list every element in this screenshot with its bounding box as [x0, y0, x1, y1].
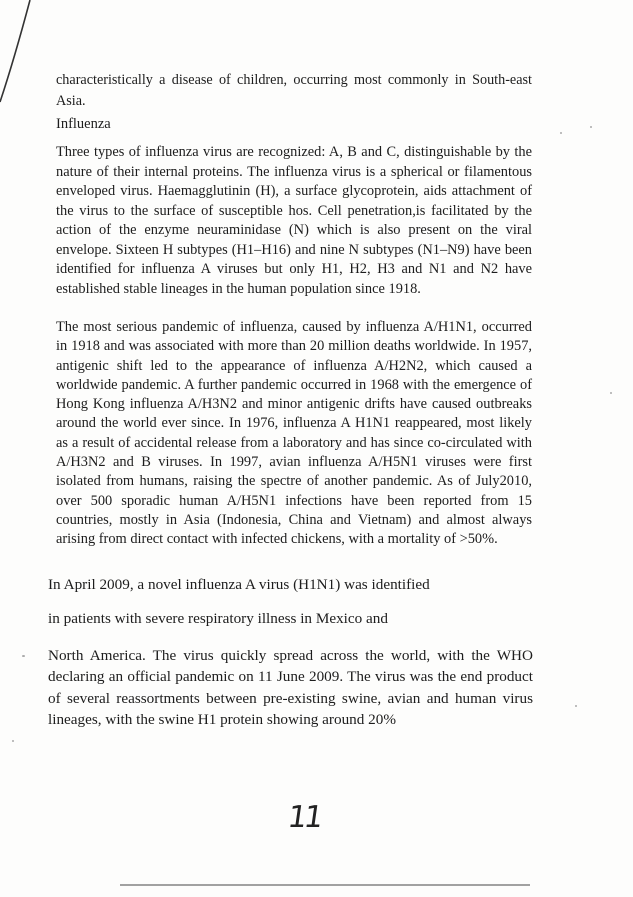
scan-speck	[12, 740, 14, 742]
handwritten-page-number: 11	[285, 800, 323, 835]
scan-speck	[22, 655, 25, 657]
scan-speck	[590, 126, 592, 128]
paragraph-influenza-types: Three types of influenza virus are recognized: A, B and C, distinguishable by the nature of their internal proteins. The influenza virus is a spherical or filamentous enveloped virus. Haemagglutinin (H), a surface glycoprotein, aids attachment of the virus to the surface of susceptible hos. Cell penetration,is facilitated by the action of the enzyme neuraminidase (N) which is also present on the viral envelope. Sixteen H subtypes (H1–H16) and nine N subtypes (N1–N9) have been identified for influenza A viruses but only H1, H2, H3 and N1 and N2 have established stable lineages in the human population since 1918.	[56, 144, 532, 297]
paragraph-2009-continuation: North America. The virus quickly spread across the world, with the WHO declaring an official pandemic on 11 June 2009. The virus was the end product of several reassortments between pre-existing swine, avian and human virus lineages, with the swine H1 protein showing around 20%	[48, 647, 533, 729]
scan-speck	[575, 705, 577, 707]
bottom-edge-line	[120, 884, 530, 886]
paragraph-2009-line-1: In April 2009, a novel influenza A virus (H1N1) was identified	[48, 576, 430, 593]
scan-speck	[560, 132, 562, 134]
intro-text: characteristically a disease of children, occurring most commonly in South-east Asia.	[56, 72, 532, 109]
section-heading: Influenza	[56, 116, 111, 132]
page-edge-mark	[0, 0, 40, 110]
scan-speck	[610, 392, 612, 394]
paragraph-2009-line-2: in patients with severe respiratory illness in Mexico and	[48, 610, 388, 627]
paragraph-pandemic-history: The most serious pandemic of influenza, caused by influenza A/H1N1, occurred in 1918 and was associated with more than 20 million deaths worldwide. In 1957, antigenic shift led to the appearance of influenza A/H2N2, which caused a worldwide pandemic. A further pandemic occurred in 1968 with the emergence of Hong Kong influenza A/H3N2 and minor antigenic drifts have caused outbreaks around the world ever since. In 1976, influenza A H1N1 reappeared, most likely as a result of accidental release from a laboratory and has since co-circulated with A/H3N2 and B viruses. In 1997, avian influenza A/H5N1 viruses were first isolated from humans, raising the spectre of another pandemic. As of July2010, over 500 sporadic human A/H5N1 infections have been reported from 15 countries, mostly in Asia (Indonesia, China and Vietnam) and almost always arising from direct contact with infected chickens, with a mortality of >50%.	[56, 319, 532, 548]
